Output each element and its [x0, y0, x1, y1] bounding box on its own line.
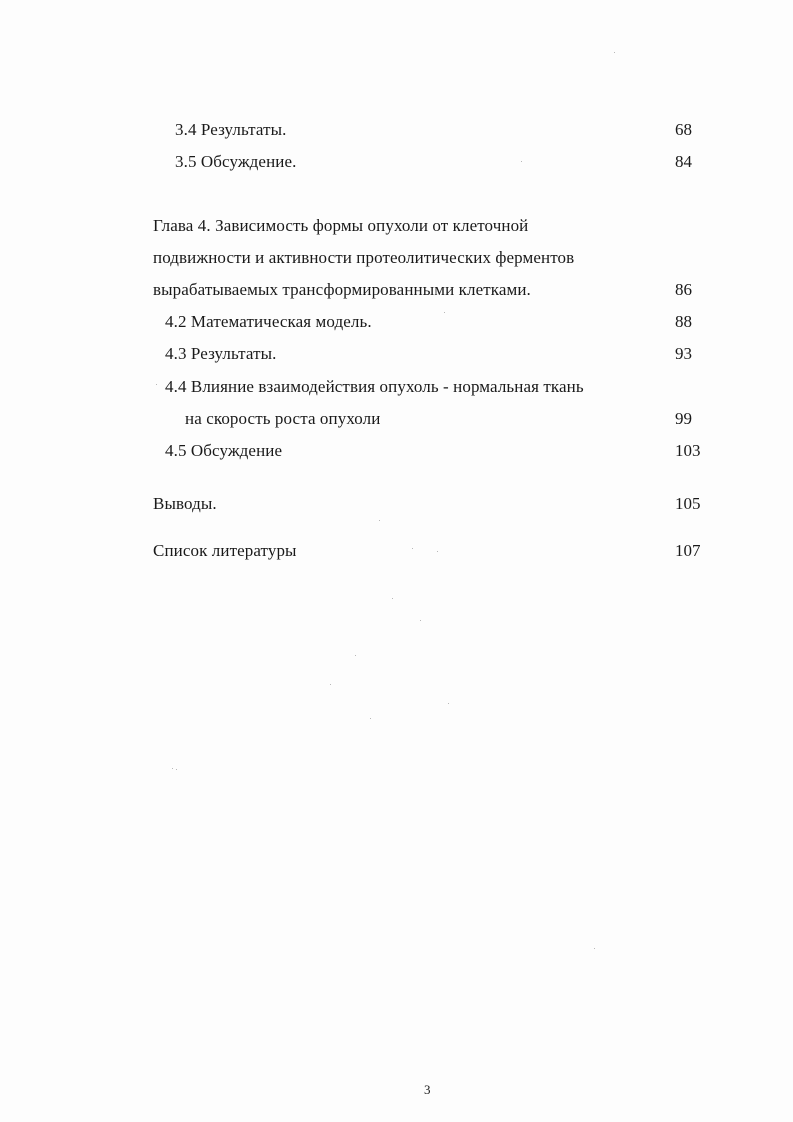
toc-entry-conclusions: Выводы. — [153, 494, 217, 513]
toc-entry-4-5: 4.5 Обсуждение — [165, 441, 283, 460]
toc-entry-4-2: 4.2 Математическая модель. — [165, 312, 372, 331]
toc-chapter-4-line-2: подвижности и активности протеолитических ферментов — [153, 248, 575, 267]
toc-page-4-5: 103 — [675, 441, 701, 460]
toc-page-3-4: 68 — [675, 120, 692, 139]
toc-page-4-2: 88 — [675, 312, 692, 331]
page-number: 3 — [424, 1082, 431, 1097]
toc-chapter-4-line-3: вырабатываемых трансформированными клетками. — [153, 280, 531, 299]
toc-entry-4-4-line-1: 4.4 Влияние взаимодействия опухоль - нормальная ткань — [165, 377, 584, 396]
toc-entry-4-3: 4.3 Результаты. — [165, 344, 277, 363]
toc-entry-bibliography: Список литературы — [153, 541, 297, 560]
toc-page-4-3: 93 — [675, 344, 692, 363]
toc-page-3-5: 84 — [675, 152, 692, 171]
toc-page-chapter-4: 86 — [675, 280, 692, 299]
toc-page-conclusions: 105 — [675, 494, 701, 513]
toc-page-4-4: 99 — [675, 409, 692, 428]
toc-chapter-4-line-1: Глава 4. Зависимость формы опухоли от клеточной — [153, 216, 529, 235]
toc-entry-3-4: 3.4 Результаты. — [175, 120, 287, 139]
toc-page-bibliography: 107 — [675, 541, 701, 560]
toc-entry-3-5: 3.5 Обсуждение. — [175, 152, 297, 171]
toc-entry-4-4-line-2: на скорость роста опухоли — [185, 409, 381, 428]
